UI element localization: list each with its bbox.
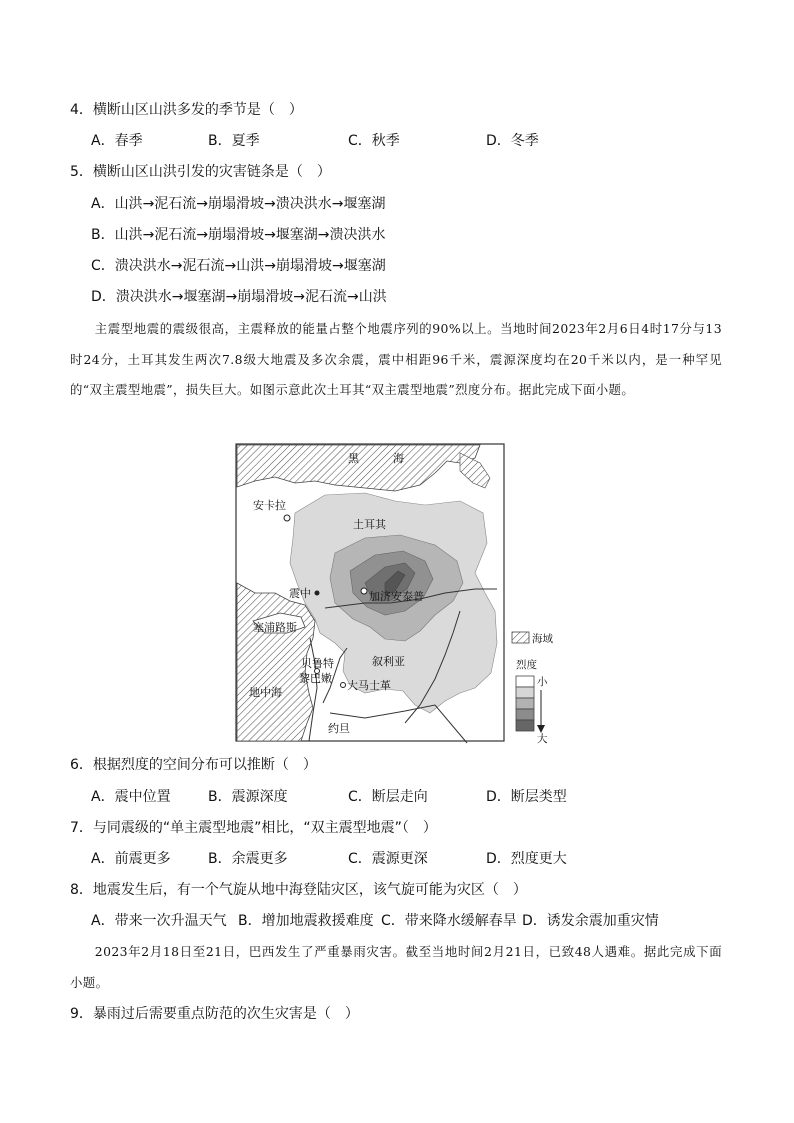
legend-sea-swatch: [512, 632, 529, 643]
q7-option-d[interactable]: D．烈度更大: [486, 851, 567, 867]
q8-option-d[interactable]: D．诱发余震加重灾情: [522, 913, 659, 929]
q4-option-d[interactable]: D．冬季: [486, 133, 539, 149]
jordan-label: 约旦: [328, 723, 350, 735]
question-7-stem: 7．与同震级的“单主震型地震”相比，“双主震型地震”（ ）: [70, 820, 437, 836]
epicenter-label: 震中: [289, 588, 311, 600]
question-8-stem: 8．地震发生后，有一个气旋从地中海登陆灾区，该气旋可能为灾区（ ）: [70, 882, 527, 898]
question-9-stem: 9．暴雨过后需要重点防范的次生灾害是（ ）: [70, 1006, 359, 1022]
legend-large-label: 大: [537, 733, 548, 745]
beirut-label: 贝鲁特: [301, 658, 334, 670]
damascus-label: 大马士革: [347, 680, 391, 692]
cyprus-label: 塞浦路斯: [253, 622, 297, 634]
q4-option-c[interactable]: C．秋季: [348, 133, 400, 149]
ankara-label: 安卡拉: [253, 500, 286, 512]
turkey-label: 土耳其: [353, 519, 386, 531]
q5-option-a[interactable]: A．山洪→泥石流→崩塌滑坡→溃决洪水→堰塞湖: [91, 196, 386, 212]
question-7-options: [0, 849, 794, 869]
legend-intensity-label: 烈度: [516, 659, 537, 671]
q8-option-a[interactable]: A．带来一次升温天气: [91, 913, 227, 929]
epicenter-marker: [315, 591, 320, 596]
q6-option-b[interactable]: B．震源深度: [208, 789, 288, 805]
legend-small-label: 小: [537, 676, 548, 688]
legend-shade-5: [516, 720, 534, 731]
brazil-rainstorm-passage: 2023年2月18日至21日，巴西发生了严重暴雨灾害。截至当地时间2月21日，已致48人遇难。据此完成下面小题。: [70, 944, 722, 990]
legend-shade-2: [516, 687, 534, 698]
q8-option-b[interactable]: B．增加地震救援难度: [238, 913, 374, 929]
q7-option-c[interactable]: C．震源更深: [348, 851, 428, 867]
syria-label: 叙利亚: [372, 656, 405, 668]
question-8-options: [0, 911, 794, 931]
q8-option-c[interactable]: C．带来降水缓解春旱: [381, 913, 517, 929]
q5-option-c[interactable]: C．溃决洪水→泥石流→山洪→崩塌滑坡→堰塞湖: [91, 258, 386, 274]
question-6-options: [0, 787, 794, 807]
q6-option-a[interactable]: A．震中位置: [91, 789, 171, 805]
legend-arrow-head: [537, 725, 545, 733]
question-4-options: [0, 131, 794, 151]
question-5-stem: 5．横断山区山洪引发的灾害链条是（ ）: [70, 164, 331, 180]
black-sea-label-2: 海: [393, 453, 404, 465]
damascus-marker: [341, 683, 346, 688]
earthquake-passage: 主震型地震的震级很高，主震释放的能量占整个地震序列的90%以上。当地时间2023年2月6日4时17分与13时24分，土耳其发生两次7.8级大地震及多次余震，震中相距96千米，震源深度均在20千米以内，是一种罕见的“双主震型地震”，损失巨大。如图示意此次土耳其“双主震型地震”烈度分布。据此完成下面小题。: [70, 321, 722, 397]
ankara-marker: [284, 515, 290, 521]
legend-shade-1: [516, 676, 534, 687]
q5-option-b[interactable]: B．山洪→泥石流→崩塌滑坡→堰塞湖→溃决洪水: [91, 227, 386, 243]
legend-shade-3: [516, 698, 534, 709]
gaziantep-label: 加济安泰普: [369, 591, 424, 603]
map-legend: [512, 632, 553, 745]
question-4-stem: 4．横断山区山洪多发的季节是（ ）: [70, 102, 303, 118]
lebanon-label: 黎巴嫩: [299, 673, 332, 685]
question-6-stem: 6．根据烈度的空间分布可以推断（ ）: [70, 757, 317, 773]
q5-option-d[interactable]: D．溃决洪水→堰塞湖→崩塌滑坡→泥石流→山洪: [91, 289, 387, 305]
q7-option-a[interactable]: A．前震更多: [91, 851, 171, 867]
gaziantep-marker: [361, 588, 367, 594]
q6-option-d[interactable]: D．断层类型: [486, 789, 567, 805]
q6-option-c[interactable]: C．断层走向: [348, 789, 428, 805]
mediterranean-label: 地中海: [249, 687, 282, 699]
intensity-map: [235, 443, 553, 748]
q4-option-a[interactable]: A．春季: [91, 133, 143, 149]
legend-shade-4: [516, 709, 534, 720]
q7-option-b[interactable]: B．余震更多: [208, 851, 288, 867]
legend-sea-label: 海域: [532, 633, 553, 645]
black-sea-label-1: 黑: [348, 453, 359, 465]
q4-option-b[interactable]: B．夏季: [208, 133, 260, 149]
